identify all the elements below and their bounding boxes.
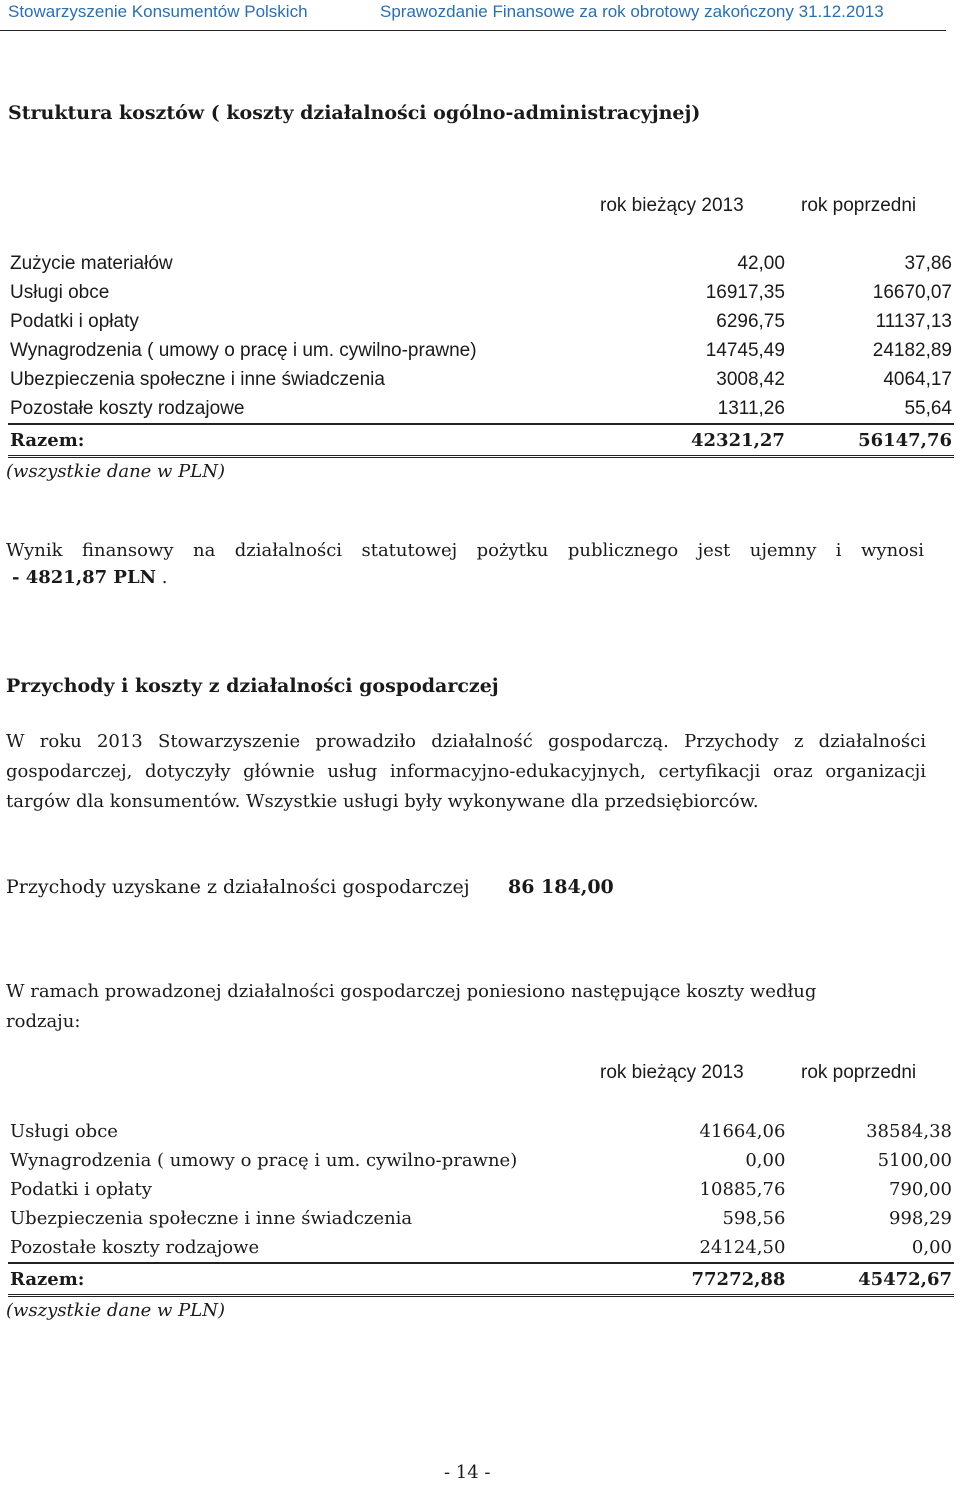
table-row bbox=[8, 1146, 954, 1175]
row-label: Zużycie materiałów bbox=[10, 252, 173, 274]
total-current: 42321,27 bbox=[568, 424, 787, 457]
column-header-current: rok bieżący 2013 bbox=[600, 1062, 744, 1083]
row-current: 14745,49 bbox=[705, 339, 785, 361]
organization-name: Stowarzyszenie Konsumentów Polskich bbox=[8, 2, 308, 21]
table-row bbox=[8, 249, 954, 278]
costs-intro: W ramach prowadzonej działalności gospodarczej poniesiono następujące koszty według rodzaju: bbox=[6, 981, 817, 1032]
row-previous: 38584,38 bbox=[866, 1121, 952, 1142]
result-suffix: . bbox=[156, 567, 168, 588]
business-costs-table bbox=[8, 1117, 954, 1297]
total-current: 77272,88 bbox=[569, 1263, 787, 1296]
row-current: 10885,76 bbox=[699, 1179, 786, 1200]
page-header bbox=[0, 0, 946, 31]
row-label: Ubezpieczenia społeczne i inne świadczenia bbox=[10, 368, 385, 390]
column-header-previous: rok poprzedni bbox=[801, 1062, 917, 1083]
total-label: Razem: bbox=[8, 1263, 569, 1296]
row-current: 0,00 bbox=[745, 1150, 786, 1171]
result-text: Wynik finansowy na działalności statutowej pożytku publicznego jest ujemny i wynosi bbox=[6, 540, 924, 561]
result-value-line bbox=[12, 567, 168, 588]
total-row bbox=[8, 1263, 954, 1296]
row-label: Usługi obce bbox=[10, 1121, 118, 1142]
row-previous: 16670,07 bbox=[872, 281, 952, 303]
section-title-cost-structure: Struktura kosztów ( koszty działalności ogólno-administracyjnej) bbox=[8, 102, 701, 124]
table-row bbox=[8, 278, 954, 307]
row-previous: 55,64 bbox=[787, 394, 954, 424]
row-current: 16917,35 bbox=[705, 281, 785, 303]
row-label: Usługi obce bbox=[10, 281, 110, 303]
row-current: 41664,06 bbox=[699, 1121, 786, 1142]
currency-note: (wszystkie dane w PLN) bbox=[6, 461, 226, 482]
table-row bbox=[8, 1175, 954, 1204]
row-label: Pozostałe koszty rodzajowe bbox=[8, 1233, 569, 1263]
page-number: - 14 - bbox=[444, 1462, 491, 1483]
row-current: 598,56 bbox=[722, 1208, 786, 1229]
revenue-value: 86 184,00 bbox=[508, 876, 614, 898]
table-row bbox=[8, 1233, 954, 1263]
admin-costs-table bbox=[8, 249, 954, 458]
row-current: 24124,50 bbox=[569, 1233, 787, 1263]
section-title-business: Przychody i koszty z działalności gospodarczej bbox=[6, 675, 499, 697]
row-previous: 998,29 bbox=[889, 1208, 952, 1229]
column-header-current: rok bieżący 2013 bbox=[600, 195, 744, 216]
row-current: 1311,26 bbox=[568, 394, 787, 424]
column-header-previous: rok poprzedni bbox=[801, 195, 917, 216]
total-label: Razem: bbox=[8, 424, 568, 457]
row-label: Podatki i opłaty bbox=[10, 1179, 152, 1200]
revenue-label: Przychody uzyskane z działalności gospodarczej bbox=[6, 876, 470, 898]
report-title: Sprawozdanie Finansowe za rok obrotowy zakończony 31.12.2013 bbox=[380, 2, 884, 21]
row-previous: 5100,00 bbox=[877, 1150, 952, 1171]
row-previous: 11137,13 bbox=[875, 310, 952, 332]
table-row bbox=[8, 1117, 954, 1146]
total-row bbox=[8, 424, 954, 457]
table-row bbox=[8, 1204, 954, 1233]
row-label: Wynagrodzenia ( umowy o pracę i um. cywilno-prawne) bbox=[10, 1150, 518, 1171]
row-previous: 790,00 bbox=[889, 1179, 952, 1200]
row-label: Pozostałe koszty rodzajowe bbox=[8, 394, 568, 424]
result-value: - 4821,87 PLN bbox=[12, 567, 157, 588]
table-row bbox=[8, 336, 954, 365]
table-row bbox=[8, 394, 954, 424]
table-row bbox=[8, 365, 954, 394]
total-previous: 56147,76 bbox=[787, 424, 954, 457]
business-description: W roku 2013 Stowarzyszenie prowadziło działalność gospodarczą. Przychody z działalności gospodarczej, dotyczyły głównie usług informacyjno-edukacyjnych, certyfikacji oraz organizacji targów dla konsumentów. Wszystkie usługi były wykonywane dla przedsiębiorców. bbox=[6, 731, 926, 812]
row-previous: 4064,17 bbox=[883, 368, 952, 390]
total-previous: 45472,67 bbox=[787, 1263, 954, 1296]
currency-note: (wszystkie dane w PLN) bbox=[6, 1300, 226, 1321]
row-label: Wynagrodzenia ( umowy o pracę i um. cywilno-prawne) bbox=[10, 339, 477, 361]
row-label: Ubezpieczenia społeczne i inne świadczenia bbox=[10, 1208, 413, 1229]
row-previous: 0,00 bbox=[787, 1233, 954, 1263]
row-current: 3008,42 bbox=[716, 368, 785, 390]
table-row bbox=[8, 307, 954, 336]
row-previous: 24182,89 bbox=[872, 339, 952, 361]
row-current: 42,00 bbox=[737, 252, 785, 274]
row-label: Podatki i opłaty bbox=[10, 310, 139, 332]
row-previous: 37,86 bbox=[904, 252, 952, 274]
row-current: 6296,75 bbox=[716, 310, 785, 332]
